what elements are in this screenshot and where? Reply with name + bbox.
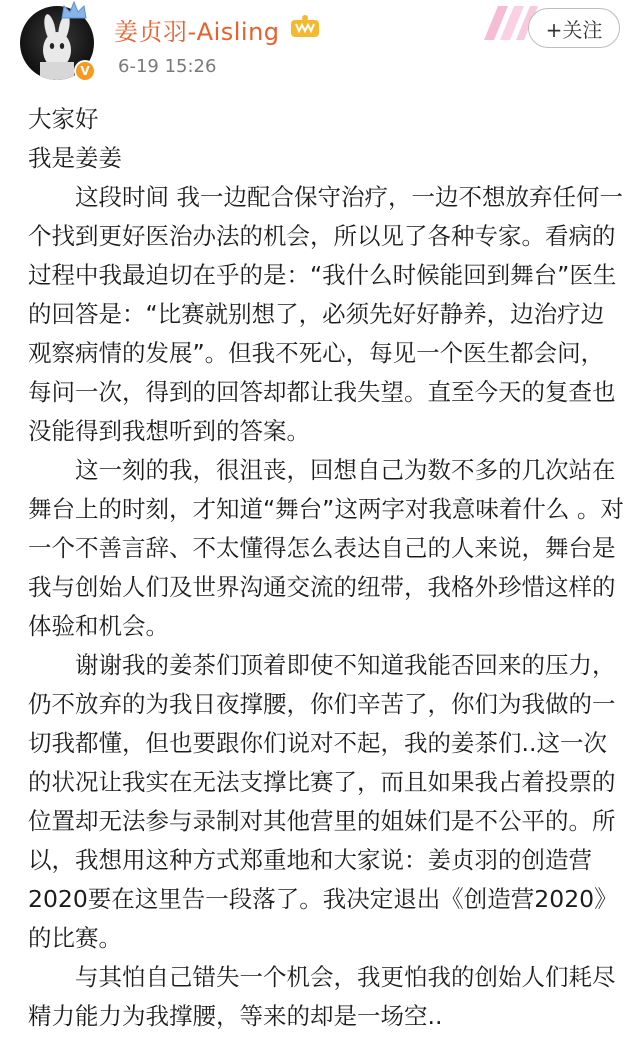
avatar-container[interactable]	[20, 6, 94, 80]
post-paragraph-1: 这段时间 我一边配合保守治疗，一边不想放弃任何一个找到更好医治办法的机会，所以见了各种专家。看病的过程中我最迫切在乎的是：“我什么时候能回到舞台”医生的回答是：“比赛就别想了，必须先好好静养，边治疗边观察病情的发展”。但我不死心，每见一个医生都会问，每问一次，得到的回答却都让我失望。直至今天的复查也没能得到我想听到的答案。	[28, 183, 623, 445]
follow-button[interactable]: +关注	[528, 8, 620, 48]
post-body	[28, 100, 624, 1036]
post-paragraph-4: 与其怕自己错失一个机会，我更怕我的创始人们耗尽精力能力为我撑腰，等来的却是一场空..	[28, 963, 616, 1030]
crown-icon	[60, 0, 88, 20]
verified-badge: V	[74, 60, 96, 82]
username[interactable]: 姜贞羽-Aisling	[114, 18, 280, 46]
post-line-intro: 我是姜姜	[28, 144, 122, 172]
member-crown-icon[interactable]	[290, 14, 320, 38]
post-line-greeting: 大家好	[28, 105, 99, 133]
post-paragraph-2: 这一刻的我，很沮丧，回想自己为数不多的几次站在舞台上的时刻，才知道“舞台”这两字对我意味着什么 。对一个不善言辞、不太懂得怎么表达自己的人来说，舞台是我与创始人们及世界沟通交流的纽带，我格外珍惜这样的体验和机会。	[28, 456, 624, 640]
post-paragraph-3: 谢谢我的姜茶们顶着即使不知道我能否回来的压力，仍不放弃的为我日夜撑腰，你们辛苦了，你们为我做的一切我都懂，但也要跟你们说对不起，我的姜茶们..这一次的状况让我实在无法支撑比赛了，而且如果我占着投票的位置却无法参与录制对其他营里的姐妹们是不公平的。所以，我想用这种方式郑重地和大家说：姜贞羽的创造营2020要在这里告一段落了。我决定退出《创造营2020》的比赛。	[28, 651, 618, 952]
post-timestamp[interactable]: 6-19 15:26	[118, 56, 217, 77]
